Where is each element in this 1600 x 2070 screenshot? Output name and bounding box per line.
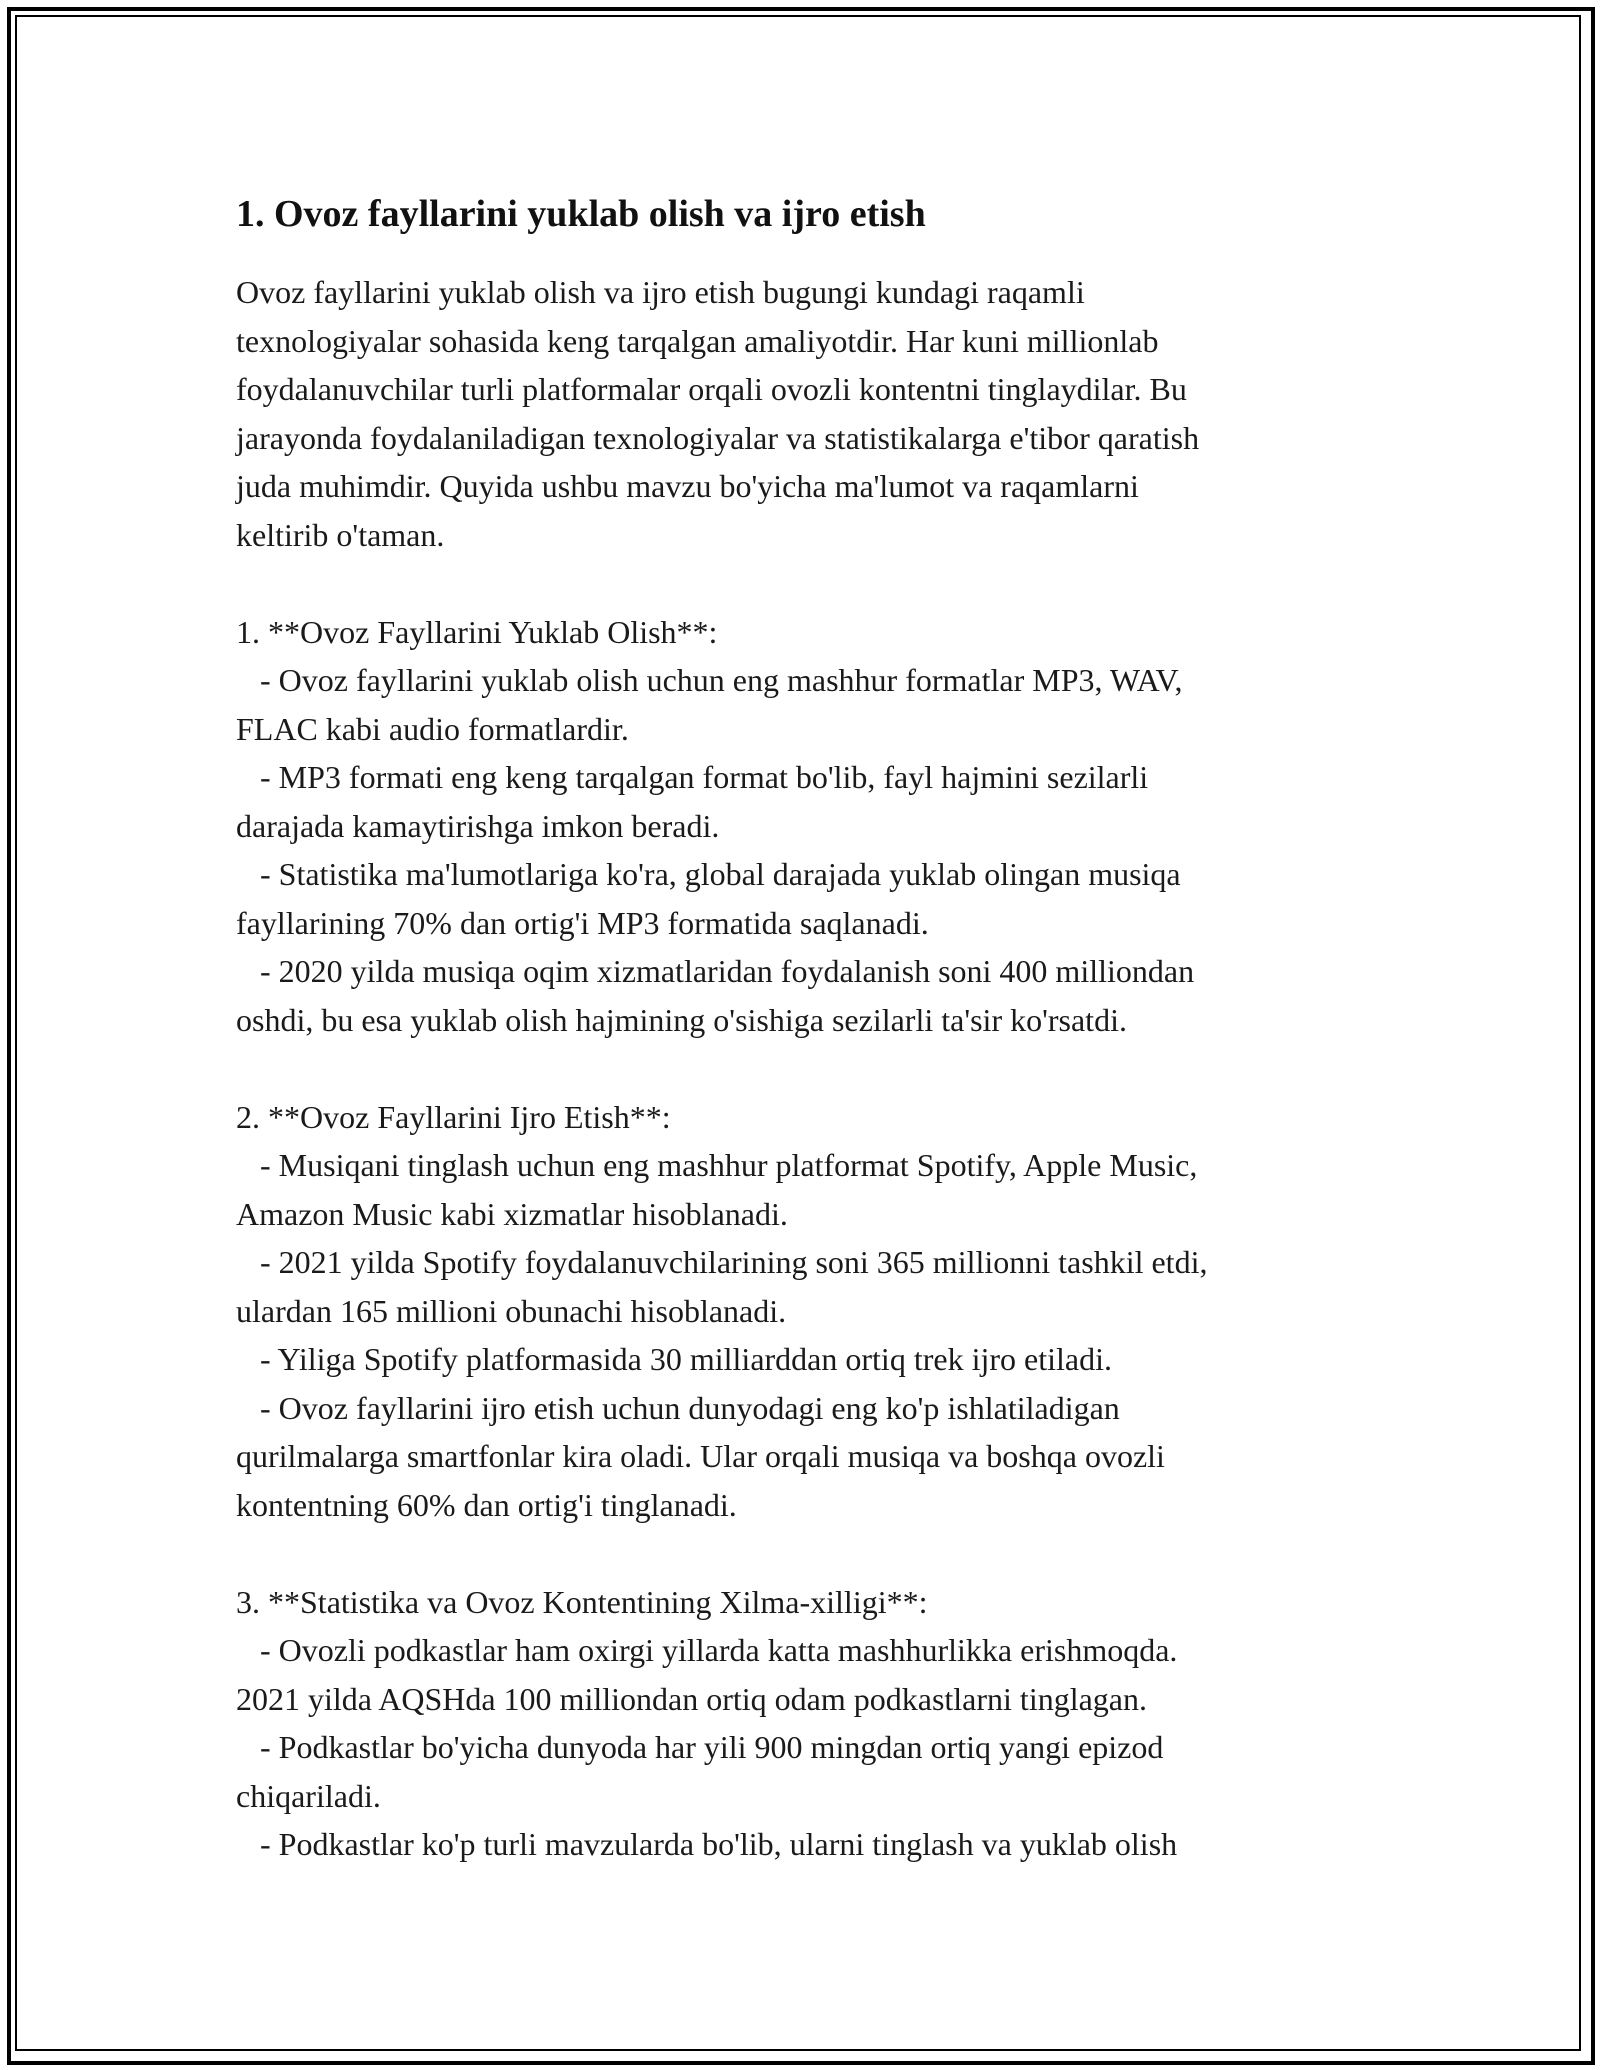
intro-paragraph: Ovoz fayllarini yuklab olish va ijro etish bugungi kundagi raqamli texnologiyalar sohasida keng tarqalgan amaliyotdir. Har kuni millionlab foydalanuvchilar turli platformalar orqali ovozli kontentni tinglaydilar. Bu jarayonda foydalaniladigan texnologiyalar va statistikalarga e'tibor qaratish juda muhimdir. Quyida ushbu mavzu bo'yicha ma'lumot va raqamlarni keltirib o'taman.	[236, 274, 1200, 553]
list-item: - Musiqani tinglash uchun eng mashhur platformat Spotify, Apple Music, Amazon Music kabi xizmatlar hisoblanadi.	[236, 1147, 1198, 1232]
list-item: - Ovoz fayllarini yuklab olish uchun eng mashhur formatlar MP3, WAV, FLAC kabi audio formatlardir.	[236, 662, 1183, 747]
paragraph-gap	[236, 1529, 1366, 1578]
list-item: - 2020 yilda musiqa oqim xizmatlaridan foydalanish soni 400 milliondan oshdi, bu esa yuklab olish hajmining o'sishiga sezilarli ta'sir ko'rsatdi.	[236, 953, 1195, 1038]
paragraph-gap	[236, 1044, 1366, 1093]
list-item: - Podkastlar ko'p turli mavzularda bo'lib, ularni tinglash va yuklab olish	[236, 1826, 1178, 1862]
document-page	[236, 186, 1366, 1869]
list-item: - Ovoz fayllarini ijro etish uchun dunyodagi eng ko'p ishlatiladigan qurilmalarga smartfonlar kira oladi. Ular orqali musiqa va boshqa ovozli kontentning 60% dan ortig'i tinglanadi.	[236, 1389, 1165, 1523]
document-title: 1. Ovoz fayllarini yuklab olish va ijro etish	[236, 193, 926, 235]
section-heading: 3. **Statistika va Ovoz Kontentining Xilma-xilligi**:	[236, 1583, 928, 1620]
section-heading: 1. **Ovoz Fayllarini Yuklab Olish**:	[236, 613, 718, 650]
paragraph-gap	[236, 559, 1366, 608]
section-heading: 2. **Ovoz Fayllarini Ijro Etish**:	[236, 1098, 671, 1135]
section-3	[236, 1578, 1366, 1869]
section-1	[236, 608, 1366, 1045]
list-item: - Podkastlar bo'yicha dunyoda har yili 900 mingdan ortiq yangi epizod chiqariladi.	[236, 1729, 1164, 1814]
list-item: - 2021 yilda Spotify foydalanuvchilarining soni 365 millionni tashkil etdi, ulardan 165 millioni obunachi hisoblanadi.	[236, 1244, 1208, 1329]
list-item: - Yiliga Spotify platformasida 30 milliarddan ortiq trek ijro etiladi.	[236, 1341, 1112, 1377]
section-2	[236, 1093, 1366, 1530]
list-item: - Statistika ma'lumotlariga ko'ra, global darajada yuklab olingan musiqa fayllarining 70% dan ortig'i MP3 formatida saqlanadi.	[236, 856, 1181, 941]
list-item: - Ovozli podkastlar ham oxirgi yillarda katta mashhurlikka erishmoqda. 2021 yilda AQSHda 100 milliondan ortiq odam podkastlarni tinglagan.	[236, 1632, 1178, 1717]
list-item: - MP3 formati eng keng tarqalgan format bo'lib, fayl hajmini sezilarli darajada kamaytirishga imkon beradi.	[236, 759, 1149, 844]
